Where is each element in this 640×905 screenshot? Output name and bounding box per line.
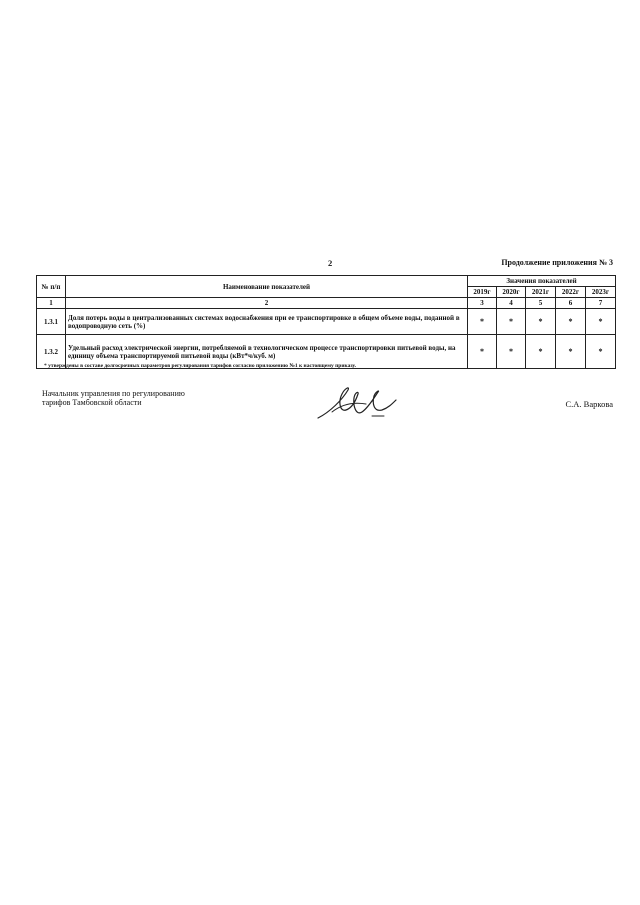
signer-name: С.А. Варкова xyxy=(565,399,613,409)
row-value: * xyxy=(586,309,616,335)
column-index: 3 xyxy=(468,298,497,309)
row-name: Удельный расход электрической энергии, потребляемой в технологическом процессе транспортировки питьевой воды, на единицу объема транспортируемой питьевой воды (кВт*ч/куб. м) xyxy=(66,335,468,369)
column-index: 1 xyxy=(37,298,66,309)
year-header: 2023г xyxy=(586,287,616,298)
column-index: 4 xyxy=(497,298,526,309)
column-index: 2 xyxy=(66,298,468,309)
row-value: * xyxy=(526,309,556,335)
row-value: * xyxy=(468,309,497,335)
handwritten-signature xyxy=(312,382,402,429)
row-value: * xyxy=(526,335,556,369)
col-name-header: Наименование показателей xyxy=(66,276,468,298)
column-index: 5 xyxy=(526,298,556,309)
table-row xyxy=(37,309,616,335)
signer-title-line: тарифов Тамбовской области xyxy=(42,397,142,407)
row-value: * xyxy=(586,335,616,369)
row-value: * xyxy=(497,309,526,335)
year-header: 2019г xyxy=(468,287,497,298)
col-num-header: № п/п xyxy=(37,276,66,298)
appendix-label: Продолжение приложения № 3 xyxy=(501,258,613,267)
column-index: 7 xyxy=(586,298,616,309)
year-header: 2021г xyxy=(526,287,556,298)
year-header: 2022г xyxy=(556,287,586,298)
indicators-table xyxy=(36,275,616,369)
table-index-row xyxy=(37,298,616,309)
row-value: * xyxy=(556,309,586,335)
row-id: 1.3.1 xyxy=(37,309,66,335)
year-header: 2020г xyxy=(497,287,526,298)
table-header-row xyxy=(37,276,616,287)
column-index: 6 xyxy=(556,298,586,309)
row-name: Доля потерь воды в централизованных системах водоснабжения при ее транспортировке в общем объеме воды, поданной в водопроводную сеть (%) xyxy=(66,309,468,335)
signer-title xyxy=(42,390,185,408)
row-value: * xyxy=(556,335,586,369)
signer-title-line: Начальник управления по регулированию xyxy=(42,389,185,398)
footnote: * утверждены в составе долгосрочных параметров регулирования тарифов согласно приложению №1 к настоящему приказу. xyxy=(44,363,357,369)
row-value: * xyxy=(468,335,497,369)
row-value: * xyxy=(497,335,526,369)
row-id: 1.3.2 xyxy=(37,335,66,369)
page-number: 2 xyxy=(328,258,333,268)
values-group-header: Значения показателей xyxy=(468,276,616,287)
